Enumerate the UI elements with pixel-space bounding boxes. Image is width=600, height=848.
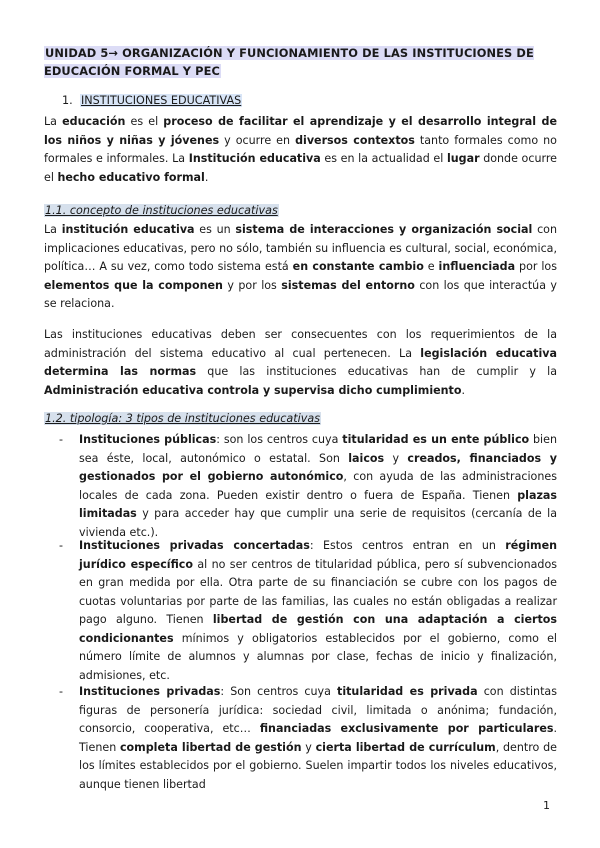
text-run: La [44, 115, 63, 128]
text-run: con los que interactúa y se relaciona. [44, 278, 557, 310]
bold-text: Instituciones privadas concertadas [79, 539, 310, 552]
bold-text: elementos que la componen [44, 278, 223, 292]
bold-text: completa libertad de gestión [119, 740, 302, 754]
list-item-text [79, 431, 557, 542]
bold-text: diversos contextos [295, 133, 415, 147]
text-run: es un [194, 223, 236, 236]
bold-text: influenciada [438, 260, 516, 273]
intro-paragraph [44, 113, 557, 187]
legislation-paragraph [44, 326, 557, 400]
title-text: UNIDAD 5→ ORGANIZACIÓN Y FUNCIONAMIENTO DE LAS INSTITUCIONES DE EDUCACIÓN FORMAL Y PEC [44, 46, 534, 78]
bold-text: lugar [446, 152, 480, 165]
section-heading-1 [62, 93, 242, 108]
text-run: con implicaciones educativas, pero no sólo, también su influencia es cultural, social, económica, política… A su vez, como todo sistema está [44, 223, 558, 273]
list-item-public [59, 431, 557, 542]
bold-text: régimen jurídico específico [79, 539, 557, 571]
text-run: , dentro de los límites establecidos por el gobierno. Suelen impartir todos los niveles educativos, aunque tienen libertad [79, 740, 557, 791]
section-title: INSTITUCIONES EDUCATIVAS [81, 94, 242, 107]
text-run: : son los centros cuya [216, 433, 343, 446]
bullet-dash: - [59, 539, 64, 552]
text-run: . [461, 383, 466, 397]
bold-text: Administración educativa controla y supervisa dicho cumplimiento [44, 383, 462, 397]
text-run: por los [515, 260, 558, 273]
bold-text: sistemas del entorno [281, 278, 415, 292]
list-item-concertadas [59, 537, 558, 685]
text-run: es el [125, 115, 164, 128]
text-run: y para acceder hay que cumplir una serie de requisitos (cercanía de la vivienda etc.). [79, 507, 557, 539]
page-number: 1 [543, 799, 550, 812]
text-run: y [301, 740, 316, 754]
subsection-title: 1.2. tipología: 3 tipos de instituciones educativas [45, 412, 321, 425]
list-item-text [79, 537, 557, 685]
concept-paragraph [44, 221, 557, 314]
bold-text: creados, financiados y gestionados por el gobierno autonómico [79, 451, 557, 483]
bold-text: laicos [348, 451, 385, 465]
bold-text: financiadas exclusivamente por particulares [259, 722, 554, 735]
text-run: . [204, 170, 209, 184]
bold-text: titularidad es un ente público [342, 433, 530, 446]
text-run: bien sea éste, local, autonómico o estatal. Son [79, 433, 557, 465]
bold-text: plazas limitadas [79, 488, 557, 520]
text-run: , con ayuda de las administraciones locales de cada zona. Pueden existir dentro o fuera de España. Tienen [79, 470, 557, 502]
bold-text: institución educativa [61, 223, 195, 236]
bold-text: en constante cambio [292, 260, 424, 273]
bold-text: Instituciones públicas [79, 433, 217, 446]
text-run: y [384, 451, 408, 465]
subsection-heading-1-1 [44, 203, 279, 219]
list-item-private [59, 683, 558, 794]
text-run: : Estos centros entran en un [309, 539, 506, 552]
bullet-dash: - [59, 685, 64, 698]
bold-text: sistema de interacciones y organización social [235, 223, 533, 236]
bold-text: cierta libertad de currículum [315, 740, 496, 754]
bold-text: proceso de facilitar el aprendizaje y el desarrollo integral de los niños y niñas y jóvenes [44, 115, 557, 147]
text-run: La [44, 223, 62, 236]
bold-text: Instituciones privadas [79, 685, 221, 698]
text-run: y por los [222, 278, 282, 292]
section-number: 1. [62, 94, 73, 107]
text-run: con distintas figuras de personería jurídica: sociedad civil, limitada o anónima; fundación, consorcio, cooperativa, etc… [79, 685, 558, 735]
text-run: es en la actualidad el [320, 152, 447, 165]
subsection-title: 1.1. concepto de instituciones educativas [45, 204, 278, 217]
bold-text: titularidad es privada [337, 685, 478, 698]
text-run: : Son centros cuya [220, 685, 338, 698]
text-run: donde ocurre el [44, 152, 557, 184]
bold-text: legislación educativa determina las normas [44, 346, 557, 378]
text-run: que las instituciones educativas han de cumplir y la [196, 365, 557, 378]
list-item-text [79, 683, 557, 794]
bullet-dash: - [59, 433, 64, 446]
text-run: . Tienen [79, 722, 557, 754]
text-run: al no ser centros de titularidad pública, pero sí subvencionados en gran medida por ella. Otra parte de su financiación se cubre con los pagos de cuotas voluntarias por parte de las familias, las cuales no están obligadas a realizar pago alguno. Tienen [79, 557, 558, 626]
text-run: e [423, 260, 439, 273]
bold-text: hecho educativo formal [57, 170, 205, 184]
text-run: y ocurre en [219, 133, 296, 147]
subsection-heading-1-2 [44, 411, 321, 427]
bold-text: Institución educativa [188, 152, 321, 165]
bold-text: libertad de gestión con una adaptación a ciertos condicionantes [79, 613, 557, 645]
text-run: Las instituciones educativas deben ser consecuentes con los requerimientos de la administración del sistema educativo al cual pertenecen. La [44, 328, 557, 360]
text-run: mínimos y obligatorios establecidos por el gobierno, como el número límite de alumnos y alumnas por clase, fechas de inicio y finalización, admisiones, etc. [79, 631, 557, 682]
text-run: tanto formales como no formales e informales. La [44, 133, 557, 165]
document-title [44, 44, 560, 80]
bold-text: educación [62, 115, 126, 128]
